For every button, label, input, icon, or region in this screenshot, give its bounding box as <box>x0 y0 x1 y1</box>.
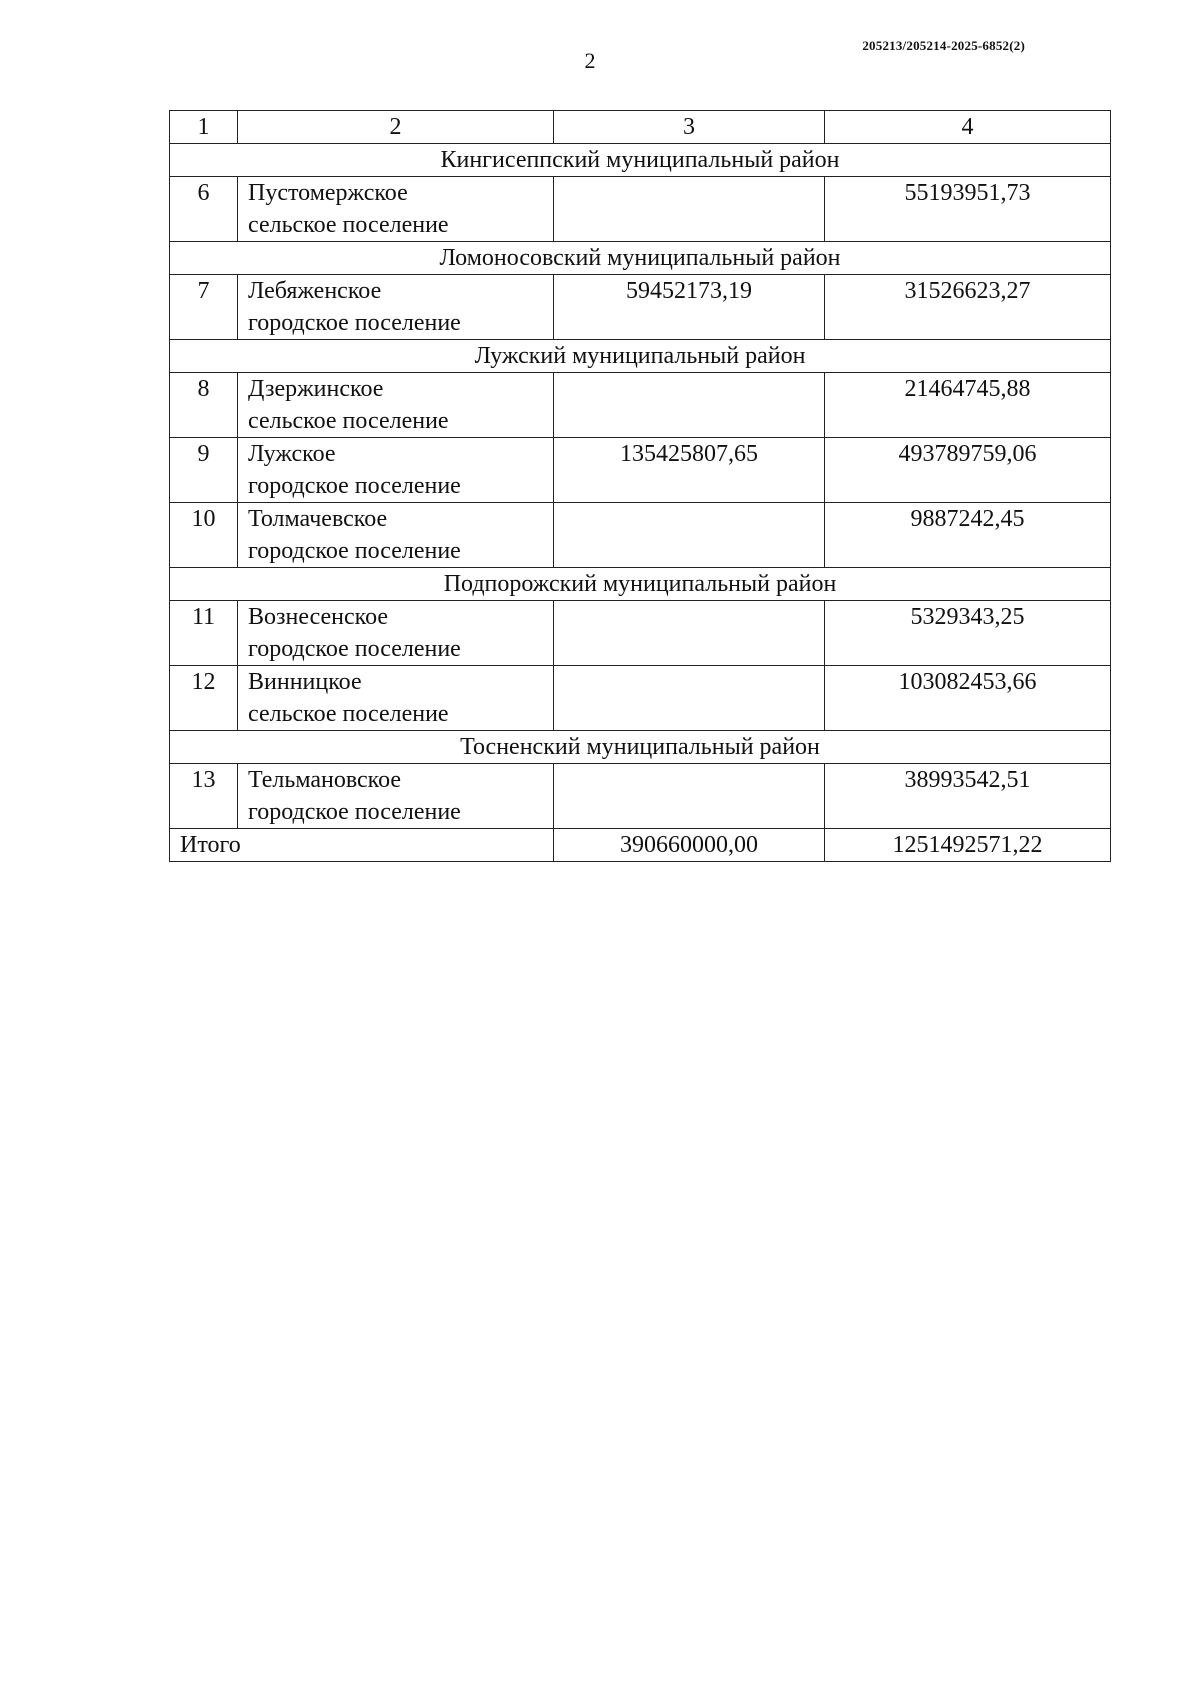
district-title: Кингисеппский муниципальный район <box>170 144 1111 177</box>
district-row <box>170 242 1111 275</box>
settlement-name-line-1: Дзержинское <box>248 376 384 402</box>
settlement-name-line-1: Пустомержское <box>248 180 408 206</box>
budget-table <box>169 110 1111 862</box>
district-title: Лужский муниципальный район <box>170 340 1111 373</box>
row-number: 6 <box>170 177 238 242</box>
settlement-name <box>238 601 554 666</box>
settlement-name <box>238 177 554 242</box>
district-title: Ломоносовский муниципальный район <box>170 242 1111 275</box>
settlement-name-line-1: Толмачевское <box>248 506 388 532</box>
amount-col4: 103082453,66 <box>825 666 1111 731</box>
column-header: 2 <box>238 111 554 144</box>
settlement-name-line-2: сельское поселение <box>248 701 449 727</box>
total-col4: 1251492571,22 <box>825 829 1111 862</box>
amount-col4: 5329343,25 <box>825 601 1111 666</box>
row-number: 7 <box>170 275 238 340</box>
amount-col3 <box>554 503 825 568</box>
settlement-name <box>238 503 554 568</box>
table-row <box>170 177 1111 242</box>
amount-col3 <box>554 601 825 666</box>
total-col3: 390660000,00 <box>554 829 825 862</box>
document-id: 205213/205214-2025-6852(2) <box>862 38 1025 53</box>
table-row <box>170 503 1111 568</box>
amount-col3: 135425807,65 <box>554 438 825 503</box>
settlement-name <box>238 666 554 731</box>
district-row <box>170 568 1111 601</box>
settlement-name-line-2: городское поселение <box>248 636 461 662</box>
settlement-name <box>238 764 554 829</box>
table-row <box>170 275 1111 340</box>
settlement-name-line-1: Лебяженское <box>248 278 382 304</box>
table-row <box>170 373 1111 438</box>
settlement-name-line-2: городское поселение <box>248 310 461 336</box>
settlement-name <box>238 373 554 438</box>
amount-col4: 493789759,06 <box>825 438 1111 503</box>
settlement-name-line-1: Тельмановское <box>248 767 402 793</box>
settlement-name <box>238 438 554 503</box>
settlement-name-line-2: городское поселение <box>248 473 461 499</box>
amount-col4: 38993542,51 <box>825 764 1111 829</box>
settlement-name-line-1: Лужское <box>248 441 336 467</box>
district-row <box>170 144 1111 177</box>
amount-col4: 9887242,45 <box>825 503 1111 568</box>
settlement-name-line-2: сельское поселение <box>248 408 449 434</box>
table-header-row <box>170 111 1111 144</box>
row-number: 8 <box>170 373 238 438</box>
column-header: 3 <box>554 111 825 144</box>
district-row <box>170 340 1111 373</box>
page-number: 2 <box>584 48 596 73</box>
amount-col3 <box>554 666 825 731</box>
district-title: Тосненский муниципальный район <box>170 731 1111 764</box>
table-row <box>170 601 1111 666</box>
total-label: Итого <box>170 829 554 862</box>
district-row <box>170 731 1111 764</box>
settlement-name-line-2: сельское поселение <box>248 212 449 238</box>
amount-col3: 59452173,19 <box>554 275 825 340</box>
column-header: 1 <box>170 111 238 144</box>
row-number: 11 <box>170 601 238 666</box>
settlement-name-line-1: Винницкое <box>248 669 362 695</box>
table-row <box>170 764 1111 829</box>
row-number: 12 <box>170 666 238 731</box>
table-row <box>170 438 1111 503</box>
amount-col4: 21464745,88 <box>825 373 1111 438</box>
row-number: 10 <box>170 503 238 568</box>
total-row <box>170 829 1111 862</box>
settlement-name-line-1: Вознесенское <box>248 604 389 630</box>
district-title: Подпорожский муниципальный район <box>170 568 1111 601</box>
settlement-name-line-2: городское поселение <box>248 538 461 564</box>
column-header: 4 <box>825 111 1111 144</box>
settlement-name <box>238 275 554 340</box>
amount-col3 <box>554 373 825 438</box>
amount-col4: 55193951,73 <box>825 177 1111 242</box>
amount-col3 <box>554 764 825 829</box>
row-number: 13 <box>170 764 238 829</box>
amount-col4: 31526623,27 <box>825 275 1111 340</box>
settlement-name-line-2: городское поселение <box>248 799 461 825</box>
amount-col3 <box>554 177 825 242</box>
table-row <box>170 666 1111 731</box>
row-number: 9 <box>170 438 238 503</box>
